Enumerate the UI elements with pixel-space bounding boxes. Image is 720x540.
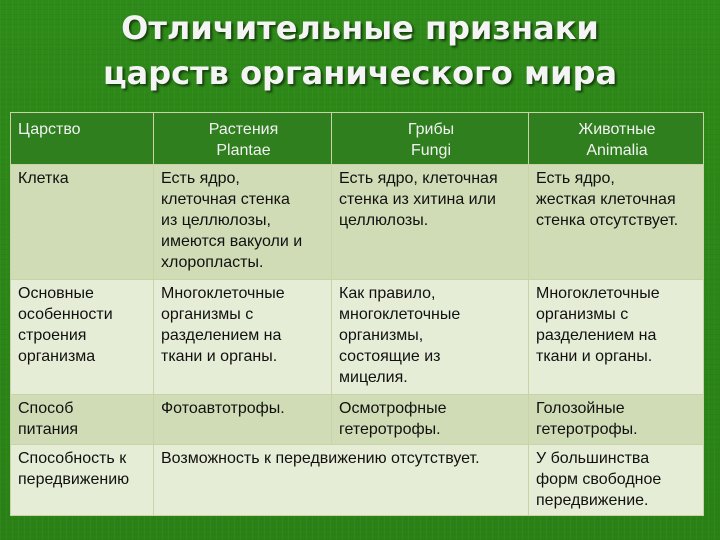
cell-plantae-fungi-merged: Возможность к передвижению отсутствует. <box>154 445 529 516</box>
header-plantae: Растения Plantae <box>154 113 332 165</box>
cell-animalia: Есть ядро, жесткая клеточная стенка отсутствует. <box>529 165 704 280</box>
table-header-row <box>11 113 704 165</box>
table-row <box>11 395 704 445</box>
row-label-cell: Способ питания <box>11 395 154 445</box>
cell-animalia: У большинства форм свободное передвижение. <box>529 445 704 516</box>
row-label-cell: Основные особенности строения организма <box>11 280 154 395</box>
cell-plantae: Фотоавтотрофы. <box>154 395 332 445</box>
row-label-cell: Способность к передвижению <box>11 445 154 516</box>
page-title <box>0 6 720 96</box>
header-kingdom: Царство <box>11 113 154 165</box>
cell-animalia: Голозойные гетеротрофы. <box>529 395 704 445</box>
header-fungi: Грибы Fungi <box>332 113 529 165</box>
row-label-cell: Клетка <box>11 165 154 280</box>
cell-animalia: Многоклеточные организмы с разделением на ткани и органы. <box>529 280 704 395</box>
table-row <box>11 165 704 280</box>
cell-fungi: Как правило, многоклеточные организмы, состоящие из мицелия. <box>332 280 529 395</box>
header-animalia: Животные Animalia <box>529 113 704 165</box>
table-row <box>11 445 704 516</box>
cell-plantae: Есть ядро, клеточная стенка из целлюлозы, имеются вакуоли и хлоропласты. <box>154 165 332 280</box>
cell-plantae: Многоклеточные организмы с разделением на ткани и органы. <box>154 280 332 395</box>
kingdoms-table <box>10 112 704 516</box>
cell-fungi: Есть ядро, клеточная стенка из хитина или целлюлозы. <box>332 165 529 280</box>
table-row <box>11 280 704 395</box>
title-line-1: Отличительные признаки <box>121 9 599 47</box>
cell-fungi: Осмотрофные гетеротрофы. <box>332 395 529 445</box>
title-line-2: царств органического мира <box>102 54 618 92</box>
